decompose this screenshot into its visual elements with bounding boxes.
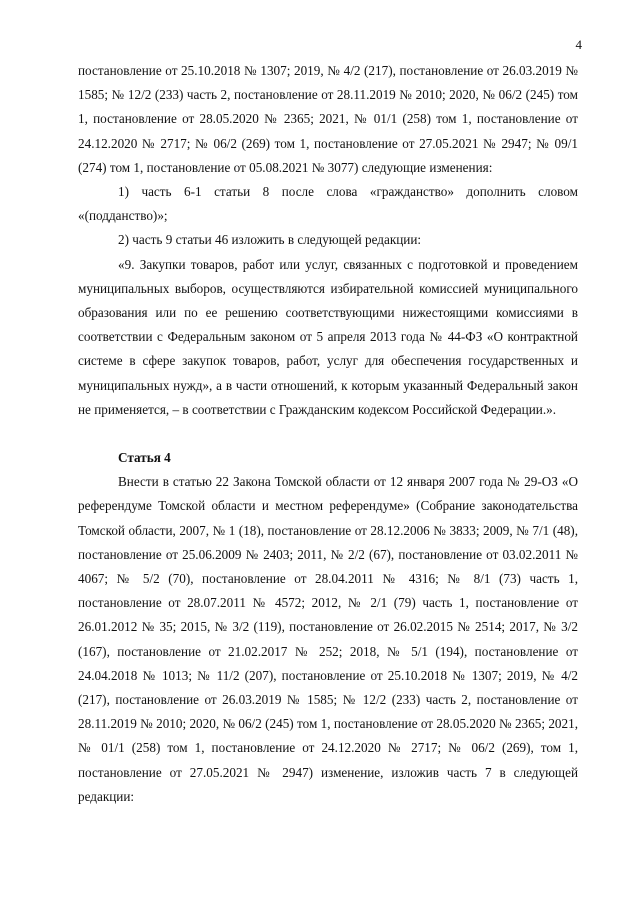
article-4-text: Внести в статью 22 Закона Томской области от 12 января 2007 года № 29-ОЗ «О референдуме Томской области и местном референдуме» (Собрание законодательства Томской области, 2007, № 1 (18), постановление от 28.12.2006 № 3833; 2009, № 7/1 (48), постановление от 25.06.2009 № 2403; 2011, № 2/2 (67), постановление от 03.02.2011 № 4067; № 5/2 (70), постановление от 28.04.2011 № 4316; № 8/1 (73) часть 1, постановление от 28.07.2011 № 4572; 2012, № 2/1 (79) часть 1, постановление от 26.01.2012 № 35; 2015, № 3/2 (119), постановление от 26.02.2015 № 2514; 2017, № 3/2 (167), постановление от 21.02.2017 № 252; 2018, № 5/1 (194), постановление от 24.04.2018 № 1013; № 11/2 (207), постановление от 25.10.2018 № 1307; 2019, № 4/2 (217), постановление от 26.03.2019 № 1585; № 12/2 (233) часть 2, постановление от 28.11.2019 № 2010; 2020, № 06/2 (245) том 1, постановление от 28.05.2020 № 2365; 2021, № 01/1 (258) том 1, постановление от 24.12.2020 № 2717; № 06/2 (269), том 1, постановление от 27.05.2021 № 2947) изменение, изложив часть 7 в следующей редакции: [78, 474, 578, 804]
paragraph-references-continued: постановление от 25.10.2018 № 1307; 2019, № 4/2 (217), постановление от 26.03.2019 № 1585; № 12/2 (233) часть 2, постановление от 28.11.2019 № 2010; 2020, № 06/2 (245) том 1, постановление от 28.05.2020 № 2365; 2021, № 01/1 (258) том 1, постановление от 24.12.2020 № 2717; № 06/2 (269) том 1, постановление от 27.05.2021 № 2947; № 09/1 (274) том 1, постановление от 05.08.2021 № 3077) следующие изменения: [78, 63, 578, 175]
paragraph-quoted-part-9: «9. Закупки товаров, работ или услуг, связанных с подготовкой и проведением муниципальных выборов, осуществляются избирательной комиссией муниципального образования или по ее решению соответствующими нижестоящими комиссиями в соответствии с Федеральным законом от 5 апреля 2013 года № 44-ФЗ «О контрактной системе в сфере закупок товаров, работ, услуг для обеспечения государственных и муниципальных нужд», а в части отношений, к которым указанный Федеральный закон не применяется, – в соответствии с Гражданским кодексом Российской Федерации.». [78, 256, 578, 417]
paragraph-item-2: 2) часть 9 статьи 46 изложить в следующей редакции: [118, 232, 422, 248]
page-number: 4 [575, 37, 582, 52]
article-heading: Статья 4 [118, 450, 171, 466]
document-body [78, 59, 578, 809]
section-spacer [78, 422, 578, 446]
paragraph-item-1: 1) часть 6-1 статьи 8 после слова «гражданство» дополнить словом «(подданство)»; [78, 184, 578, 224]
